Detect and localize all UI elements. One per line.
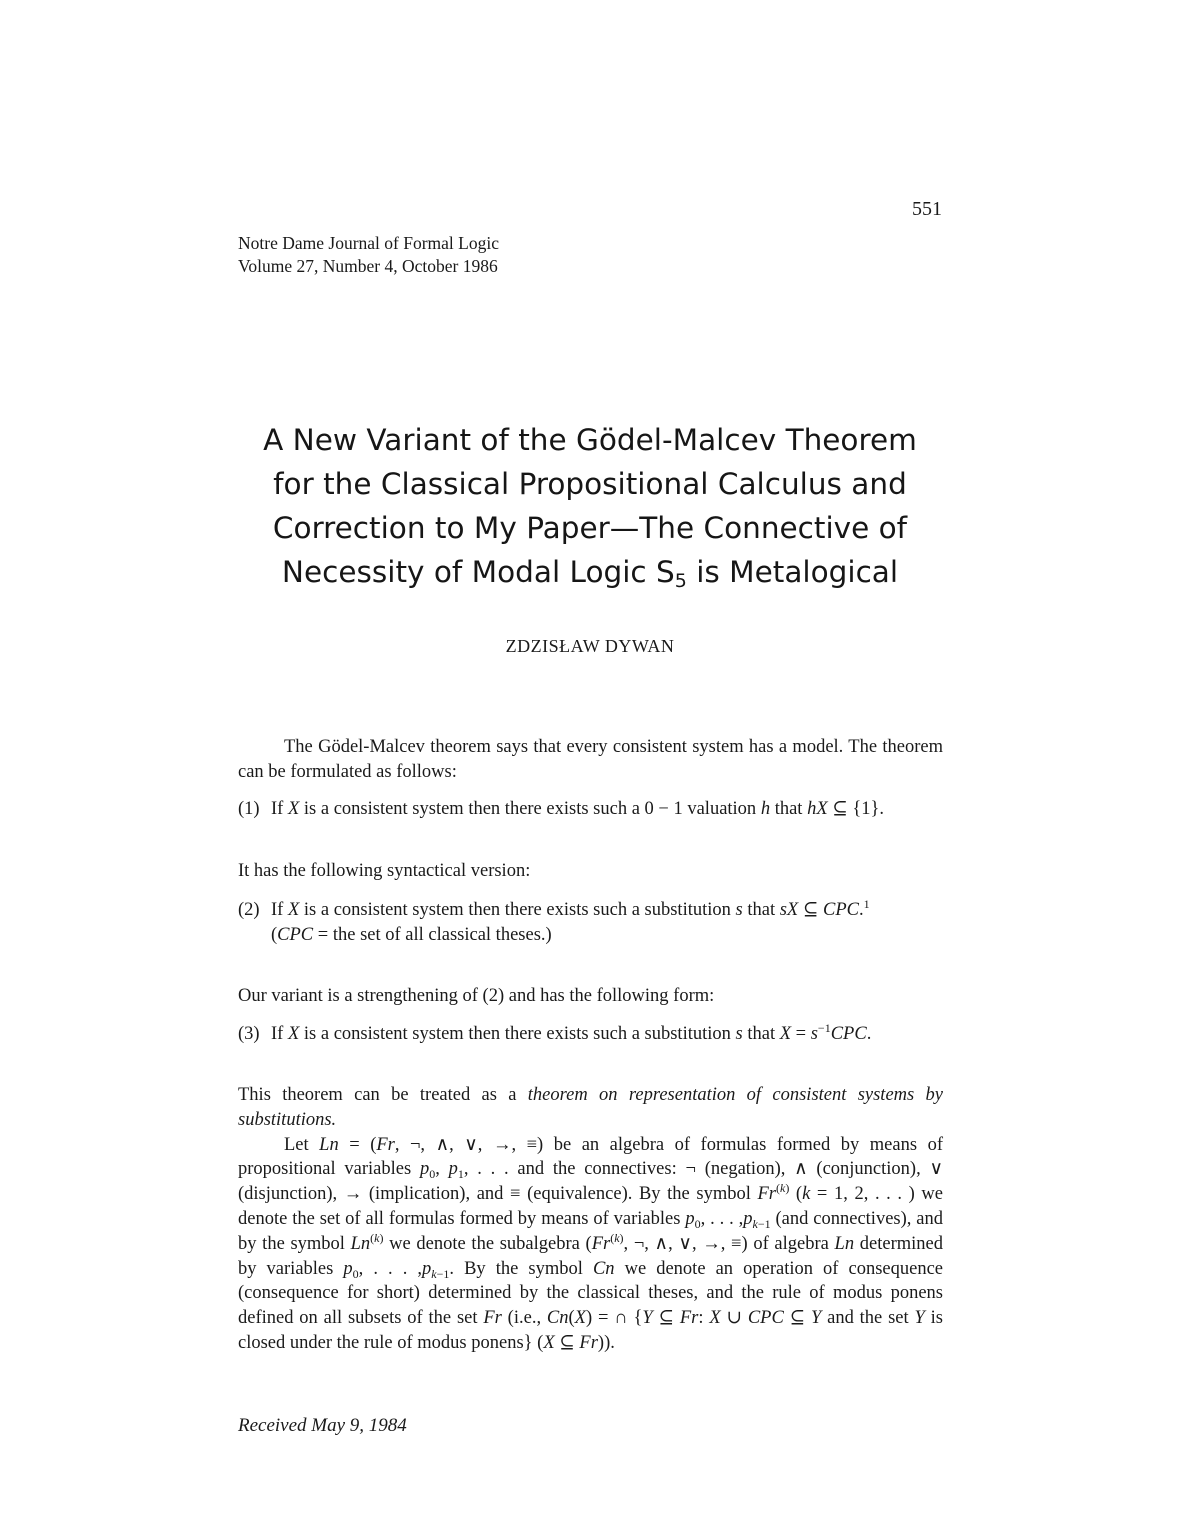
author-name: ZDZISŁAW DYWAN — [505, 636, 675, 656]
received-date: Received May 9, 1984 — [238, 1415, 407, 1436]
item-2: (2) If X is a consistent system then there exists such a substitution s that sX ⊆ CPC.$^1$ (CPC = the set of all classical theses.) — [238, 897, 870, 945]
title-line-4: Necessity of Modal Logic $S_5$ is Metalogical — [281, 555, 899, 592]
title-line-2: for the Classical Propositional Calculus and — [273, 467, 907, 501]
body-paragraph-2: It has the following syntactical version: — [238, 861, 531, 881]
body-paragraph-3: Our variant is a strengthening of (2) and has the following form: — [238, 986, 715, 1006]
paper-title — [180, 418, 1000, 603]
journal-info — [238, 232, 499, 278]
body-paragraph-1: The Gödel-Malcev theorem says that every consistent system has a model. The theorem can be formulated as follows: — [238, 737, 943, 782]
body-paragraph-4: This theorem can be treated as a theorem on representation of consistent systems by substitutions. Let Ln = (Fr, ¬, ∧, ∨, →, ≡) be an algebra of formulas formed by means of propositional variables $p_0$, $p_1$, . . . and the connectives: ¬ (negation), ∧ (conjunction), ∨ (disjunction), → (implication), and ≡ (equivalence). By the symbol Fr$^{(k)}$ (k = 1, 2, . . . ) we denote the set of all formulas formed by means of variables $p_0$, . . . $,p_{k-1}$ (and connectives), and by the symbol Ln$^{(k)}$ we denote the subalgebra (Fr$^{(k)}$, ¬, ∧, ∨, →, ≡) of algebra Ln determined by variables $p_0$, . . . $,p_{k-1}$. By the symbol Cn we denote an operation of consequence (consequence for short) determined by the classical theses, and the rule of modus ponens defined on all subsets of the set Fr (i.e., Cn(X) = ∩ {Y ⊆ Fr: X ∪ CPC ⊆ Y and the set Y is closed under the rule of modus ponens} (X ⊆ Fr)). — [238, 1085, 944, 1353]
title-line-1: A New Variant of the Gödel-Malcev Theorem — [263, 423, 917, 457]
page-number: 551 — [912, 198, 942, 220]
title-line-3: Correction to My Paper—The Connective of — [272, 511, 908, 545]
journal-volume: Volume 27, Number 4, October 1986 — [238, 256, 498, 276]
item-3: (3) If X is a consistent system then there exists such a substitution s that $X = s^{-1}CPC$. — [238, 1021, 872, 1044]
journal-name: Notre Dame Journal of Formal Logic — [238, 233, 499, 253]
item-1: (1) If X is a consistent system then there exists such a 0 − 1 valuation h that hX ⊆ {1}. — [238, 799, 885, 819]
